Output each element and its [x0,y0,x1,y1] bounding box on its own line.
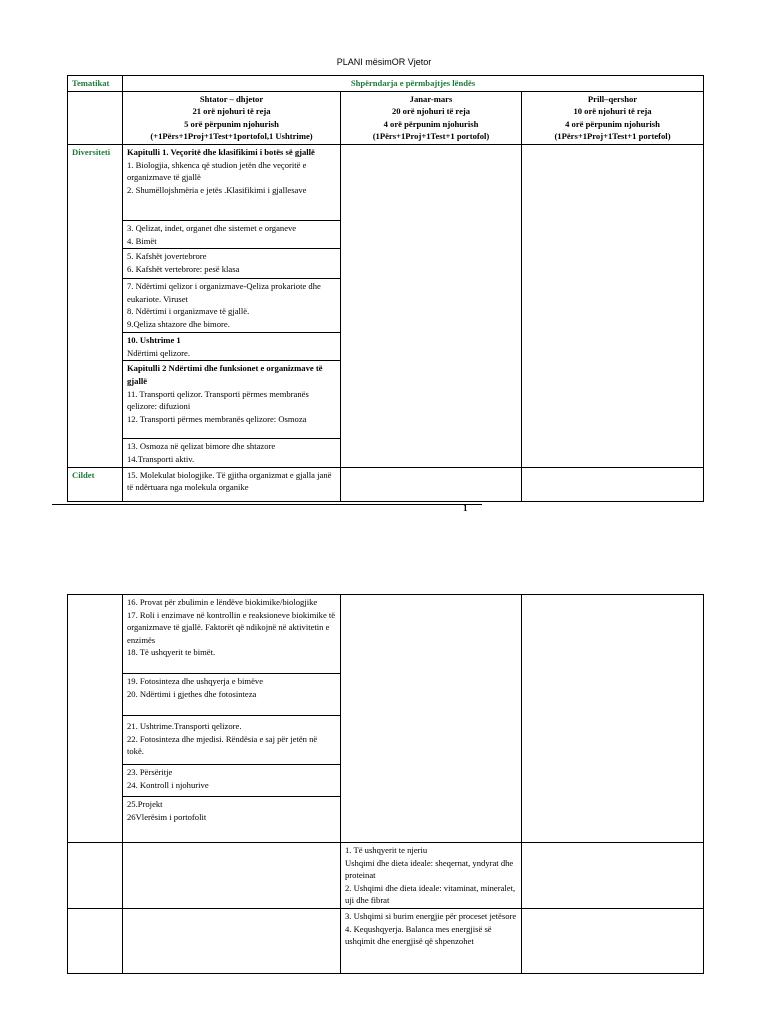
empty-cell [123,908,341,973]
lesson-cell-12 [123,765,341,797]
period-hours: 20 orë njohuri të reja [391,106,471,117]
empty-cell [522,467,704,501]
empty-cell [68,843,123,909]
period-months: Prill–qershor [587,93,638,104]
empty-cell [341,595,522,843]
lesson-cell-10 [123,674,341,716]
lesson-cell-11 [123,716,341,765]
lesson-line: Ndërtimi qelizore. [127,347,190,358]
page-title: PLANI mësimOR Vjetor [336,57,432,67]
lesson-cell-3 [123,249,341,279]
lesson-cell-4 [123,279,341,333]
lesson-line: 23. Përsëritje [127,767,173,777]
period-detail: (1Përs+1Proj+1Test+1 portofol) [372,131,490,142]
lesson-line: 6. Kafshët vertebrore: pesë klasa [127,263,240,274]
exercise-heading: 10. Ushtrime 1 [127,335,181,346]
lesson-line: 12. Transporti përmes membranës qelizore: Osmoza [127,413,307,424]
empty-cell [522,908,704,973]
period-extra: 4 orë përpunim njohurish [565,118,660,129]
header-tematikat: Tematikat [68,76,123,92]
period-months: Janar-mars [409,93,453,104]
lesson-cell-8 [123,467,341,501]
lesson-line: 22. Fotosinteza dhe mjedisi. Rëndësia e saj për jetën në tokë. [127,733,318,757]
lesson-line: 4. Kequshqyerja. Balanca mes energjisë së ushqimit dhe energjisë që shpenzohet [345,923,492,947]
lesson-cell-9 [123,595,341,674]
period-col-3 [522,91,704,144]
empty-cell [123,843,341,909]
empty-cell [522,144,704,467]
empty-cell [68,595,123,843]
empty-cell [341,144,522,467]
period-detail: (+1Përs+1Proj+1Test+1portofol,1 Ushtrime) [150,131,313,142]
lesson-cell-14 [341,843,522,909]
period-col-2 [341,91,522,144]
lesson-line: 26Vlerësim i portofolit [127,811,207,822]
period-detail: (1Përs+1Proj+1Test+1 portefol) [554,131,671,142]
annual-plan-table-page2 [67,594,704,974]
lesson-line: 7. Ndërtimi qelizor i organizmave-Qeliza prokariote dhe eukariote. Viruset [127,281,321,304]
chapter-heading: Kapitulli 2 Ndërtimi dhe funksionet e organizmave të gjallë [127,363,323,386]
empty-cell [522,595,704,843]
chapter-heading: Kapitulli 1. Veçoritë dhe klasifikimi i botës së gjallë [127,146,315,157]
lesson-line: 2. Ushqimi dhe dieta ideale: vitaminat, mineralet, uji dhe fibrat [345,882,516,906]
period-extra: 5 orë përpunim njohurish [184,118,279,129]
page-footer-rule [52,504,482,505]
lesson-cell-15 [341,908,522,973]
lesson-line: 13. Osmoza në qelizat bimore dhe shtazore [127,441,276,452]
lesson-cell-1 [123,144,341,220]
lesson-cell-2 [123,220,341,248]
lesson-line: 9.Qeliza shtazore dhe bimore. [127,318,230,329]
lesson-cell-6 [123,361,341,439]
period-col-1 [123,91,341,144]
lesson-line: 8. Ndërtimi i organizmave të gjallë. [127,306,250,317]
lesson-line: 4. Bimët [127,235,157,246]
lesson-line: 5. Kafshët jovertebrore [127,251,207,262]
lesson-line: 1. Të ushqyerit te njeriu [345,845,428,855]
lesson-line: 21. Ushtrime.Transporti qelizore. [127,721,242,731]
lesson-cell-13 [123,797,341,843]
empty-cell [68,91,123,144]
lesson-line: 16. Provat për zbulimin e lëndëve biokimike/biologjike [127,597,318,607]
period-hours: 10 orë njohuri të reja [573,106,652,117]
theme-diversiteti: Diversiteti [68,144,123,467]
period-months: Shtator – dhjetor [199,93,264,104]
page-number: 1 [463,503,468,513]
annual-plan-table-page1 [67,75,704,502]
lesson-line: 18. Të ushqyerit te bimët. [127,647,216,658]
lesson-line: 14.Transporti aktiv. [127,453,195,464]
empty-cell [522,843,704,909]
lesson-line: 19. Fotosinteza dhe ushqyerja e bimëve [127,676,264,686]
period-hours: 21 orë njohuri të reja [192,106,271,117]
lesson-line: Ushqimi dhe dieta ideale: sheqernat, yndyrat dhe proteinat [345,857,514,881]
empty-cell [68,908,123,973]
lesson-line: 2. Shumëllojshmëria e jetës .Klasifikimi i gjallesave [127,184,307,195]
lesson-line: 17. Roli i enzimave në kontrollin e reaksioneve biokimike të organizmave të gjallë. Faktorët që ndikojnë në aktivitetin e enzimës [127,609,336,645]
lesson-cell-7 [123,439,341,467]
lesson-line: 15. Molekulat biologjike. Të gjitha organizmat e gjalla janë të ndërtuara nga molekula organike [127,469,332,493]
period-extra: 4 orë përpunim njohurish [383,118,479,129]
lesson-line: 24. Kontroll i njohurive [127,779,209,790]
lesson-line: 25.Projekt [127,799,163,809]
lesson-line: 3. Qelizat, indet, organet dhe sistemet e organeve [127,222,297,233]
header-distribution: Shpërndarja e përmbajtjes lëndës [123,76,704,92]
theme-cildet: Cildet [68,467,123,501]
lesson-line: 11. Transporti qelizor. Transporti përmes membranës qelizore: difuzioni [127,388,309,412]
lesson-line: 20. Ndërtimi i gjethes dhe fotosinteza [127,688,257,699]
empty-cell [341,467,522,501]
lesson-cell-5 [123,333,341,361]
lesson-line: 3. Ushqimi si burim energjie për proceset jetësore [345,910,517,921]
lesson-line: 1. Biologjia, shkenca që studion jetën dhe veçoritë e organizmave të gjallë [127,159,307,183]
